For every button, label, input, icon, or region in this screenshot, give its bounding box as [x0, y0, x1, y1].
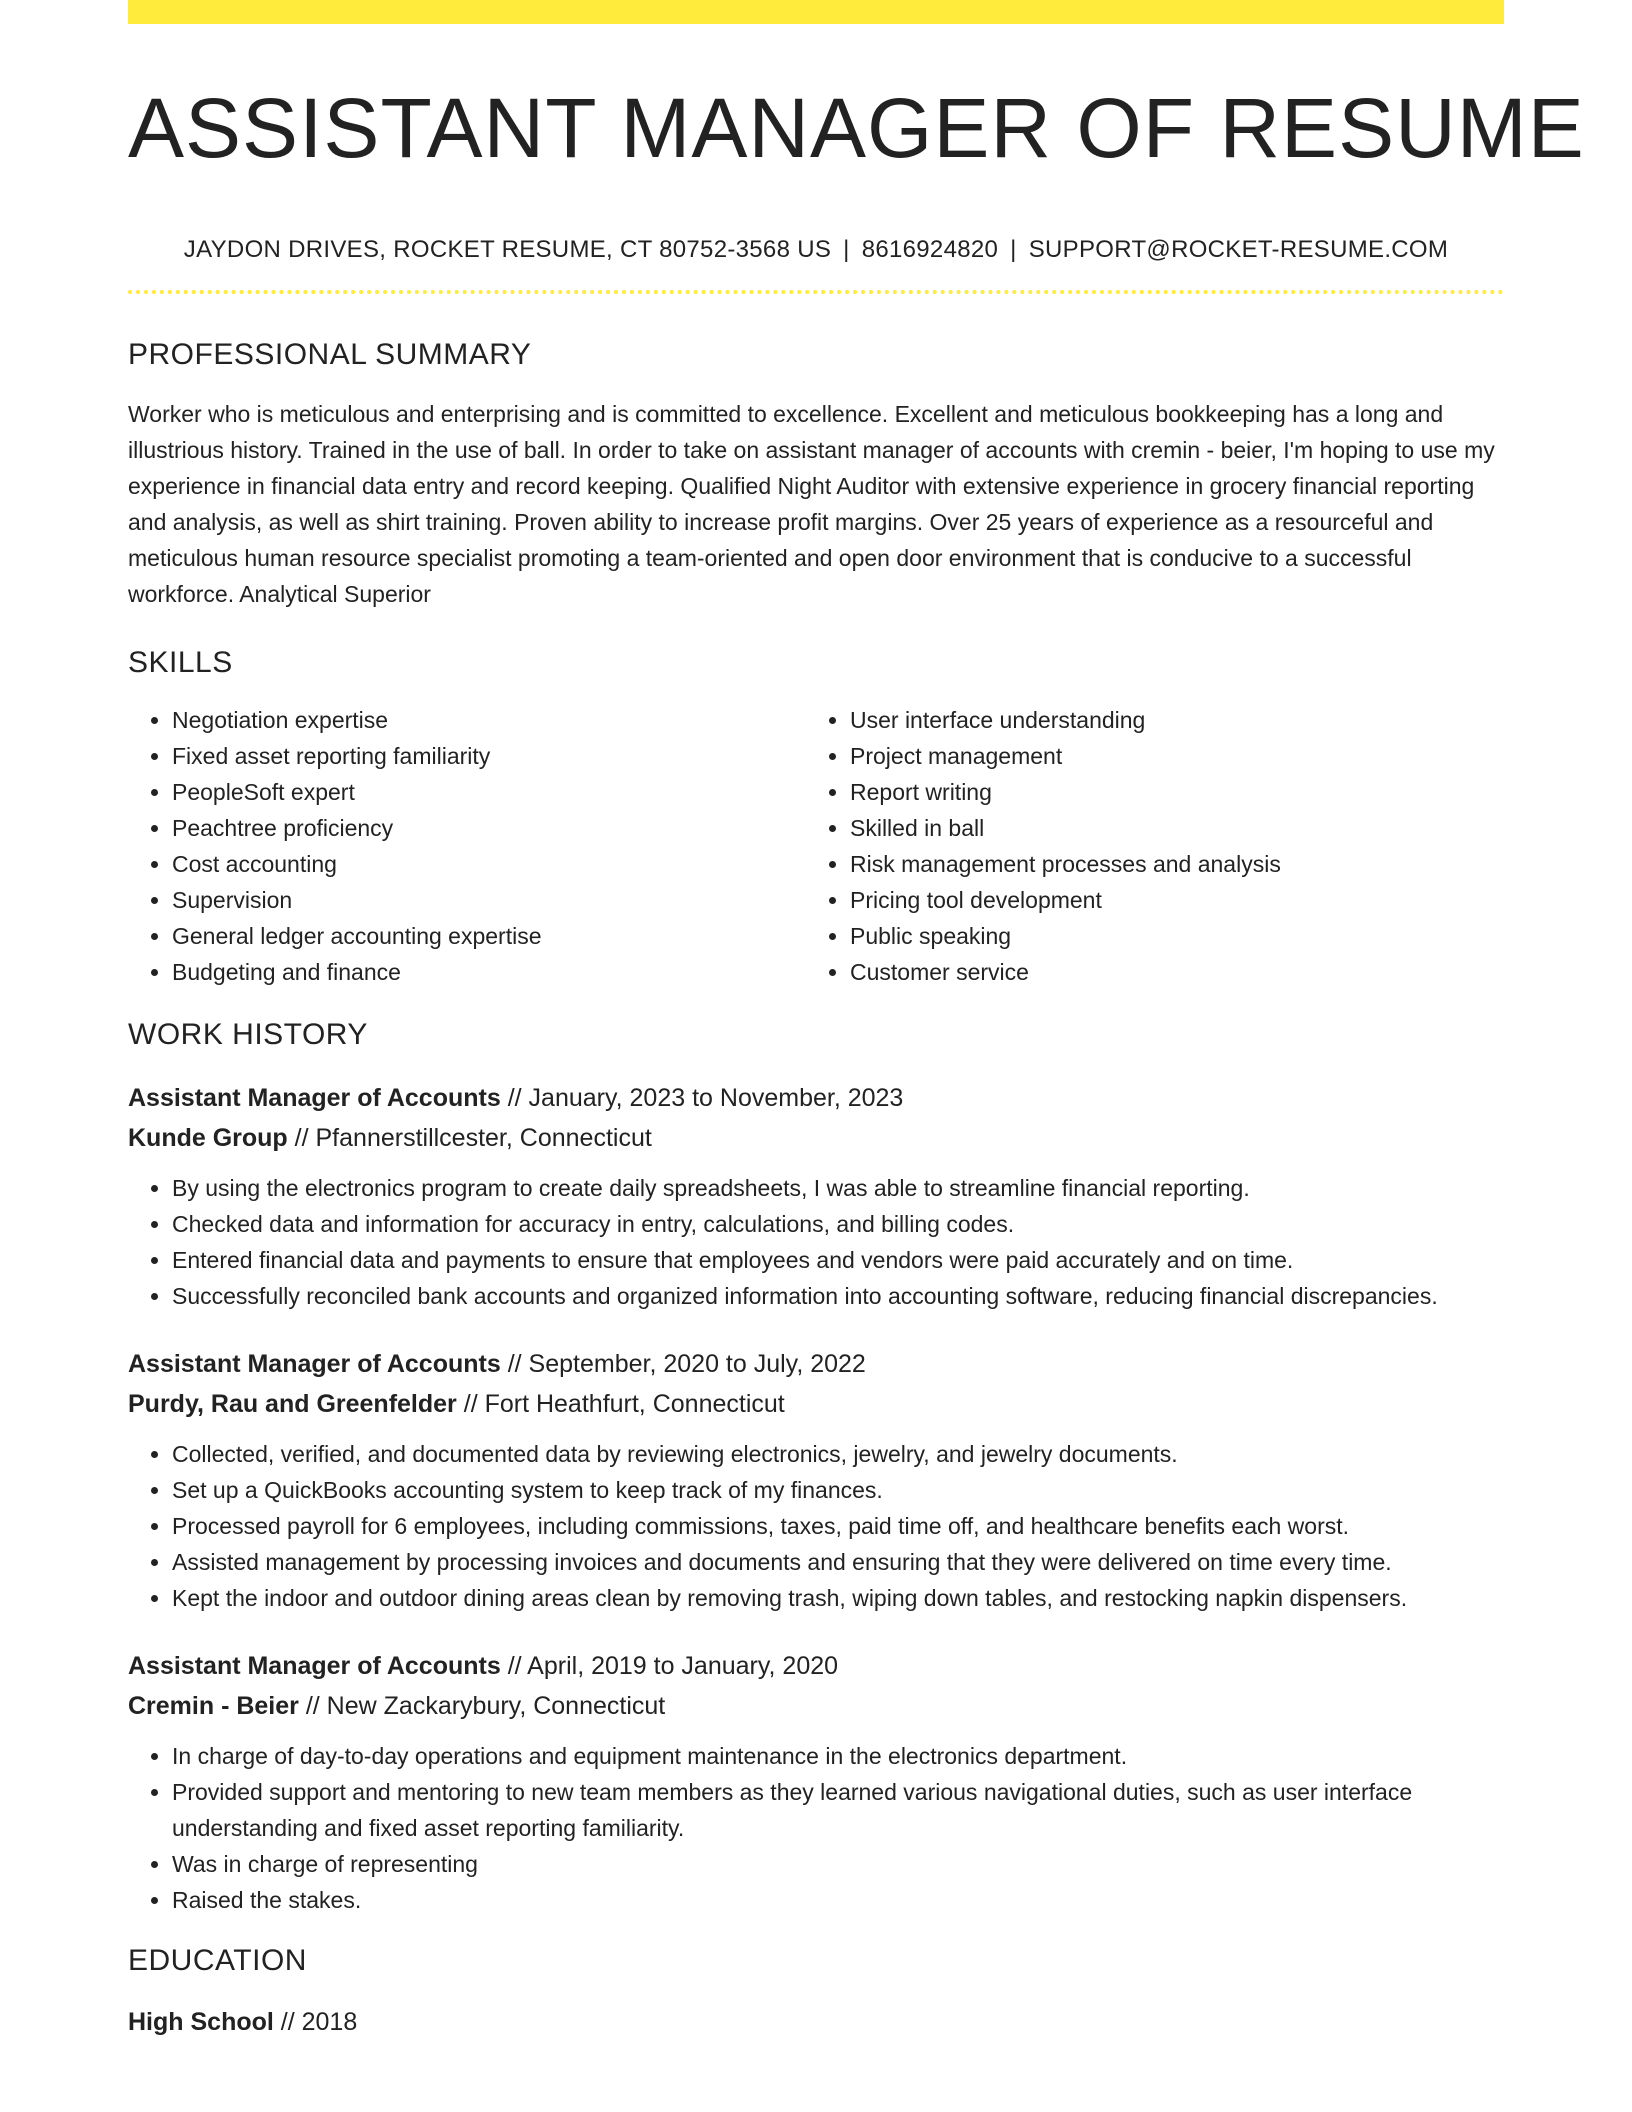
summary-heading: PROFESSIONAL SUMMARY — [128, 338, 532, 372]
job-bullets — [128, 1170, 1504, 1314]
summary-text: Worker who is meticulous and enterprising and is committed to excellence. Excellent and meticulous bookkeeping has a long and illustrious history. Trained in the use of ball. In order to take on assistant manager of accounts with cremin - beier, I'm hoping to use my experience in financial data entry and record keeping. Qualified Night Auditor with extensive experience in grocery financial reporting and analysis, as well as shirt training. Proven ability to increase profit margins. Over 25 years of experience as a resourceful and meticulous human resource specialist promoting a team-oriented and open door environment that is conducive to a successful workforce. Analytical Superior — [128, 401, 1495, 608]
contact-address: JAYDON DRIVES, ROCKET RESUME, CT 80752-3568 US — [183, 236, 832, 264]
skill-item: • Negotiation expertise — [172, 702, 806, 738]
job-bullets — [128, 1738, 1504, 1918]
job-role: Assistant Manager of Accounts — [128, 1350, 501, 1379]
job-bullet: • Kept the indoor and outdoor dining areas clean by removing trash, wiping down tables, and restocking napkin dispensers. — [172, 1580, 1504, 1616]
skill-item: • Budgeting and finance — [172, 954, 806, 990]
contact-separator: | — [843, 236, 850, 264]
job-bullet: • Raised the stakes. — [172, 1882, 1504, 1918]
education-entry — [128, 2002, 1504, 2042]
skill-item: • Fixed asset reporting familiarity — [172, 738, 806, 774]
job-dates: // January, 2023 to November, 2023 — [507, 1084, 904, 1113]
job-bullet: • Entered financial data and payments to ensure that employees and vendors were paid accurately and on time. — [172, 1242, 1504, 1278]
skill-item: • Risk management processes and analysis — [850, 846, 1484, 882]
job-role: Assistant Manager of Accounts — [128, 1652, 501, 1681]
job-bullet: • By using the electronics program to create daily spreadsheets, I was able to streamline financial reporting. — [172, 1170, 1504, 1206]
education-school: High School — [128, 2008, 274, 2037]
education-year: // 2018 — [280, 2008, 358, 2037]
skill-item: • Supervision — [172, 882, 806, 918]
job-company: Kunde Group — [128, 1124, 288, 1153]
contact-email: SUPPORT@ROCKET-RESUME.COM — [1028, 236, 1449, 264]
work-history-heading: WORK HISTORY — [128, 1018, 368, 1052]
job-entry — [128, 1646, 1504, 1918]
job-bullet: • Processed payroll for 6 employees, including commissions, taxes, paid time off, and healthcare benefits each worst. — [172, 1508, 1504, 1544]
skill-item: • Peachtree proficiency — [172, 810, 806, 846]
skill-item: • Cost accounting — [172, 846, 806, 882]
skill-item: • Report writing — [850, 774, 1484, 810]
job-entry — [128, 1078, 1504, 1314]
job-location: // Pfannerstillcester, Connecticut — [294, 1124, 652, 1153]
job-bullet: • Collected, verified, and documented data by reviewing electronics, jewelry, and jewelry documents. — [172, 1436, 1504, 1472]
job-role: Assistant Manager of Accounts — [128, 1084, 501, 1113]
job-title-line — [128, 1078, 1504, 1118]
job-bullet: • Checked data and information for accuracy in entry, calculations, and billing codes. — [172, 1206, 1504, 1242]
job-company-line — [128, 1118, 1504, 1158]
job-bullet: • Was in charge of representing — [172, 1846, 1504, 1882]
job-bullet: • In charge of day-to-day operations and equipment maintenance in the electronics department. — [172, 1738, 1504, 1774]
skill-item: • Public speaking — [850, 918, 1484, 954]
resume-name: ASSISTANT MANAGER OF RESUME — [128, 81, 1585, 175]
education-heading: EDUCATION — [128, 1944, 307, 1978]
job-company: Cremin - Beier — [128, 1692, 299, 1721]
skill-item: • PeopleSoft expert — [172, 774, 806, 810]
job-title-line — [128, 1646, 1504, 1686]
job-dates: // September, 2020 to July, 2022 — [507, 1350, 866, 1379]
skills-column-left — [128, 702, 806, 990]
job-bullet: • Successfully reconciled bank accounts and organized information into accounting software, reducing financial discrepancies. — [172, 1278, 1504, 1314]
skill-item: • Project management — [850, 738, 1484, 774]
job-dates: // April, 2019 to January, 2020 — [507, 1652, 839, 1681]
top-accent-bar — [128, 0, 1504, 24]
job-company-line — [128, 1384, 1504, 1424]
skill-item: • Customer service — [850, 954, 1484, 990]
job-bullet: • Provided support and mentoring to new team members as they learned various navigational duties, such as user interface understanding and fixed asset reporting familiarity. — [172, 1774, 1504, 1846]
job-title-line — [128, 1344, 1504, 1384]
skill-item: • Pricing tool development — [850, 882, 1484, 918]
job-entry — [128, 1344, 1504, 1616]
skills-list — [128, 702, 1504, 990]
contact-separator: | — [1010, 236, 1017, 264]
skills-column-right — [806, 702, 1484, 990]
skill-item: • User interface understanding — [850, 702, 1484, 738]
skill-item: • Skilled in ball — [850, 810, 1484, 846]
header-divider — [128, 290, 1504, 294]
job-company-line — [128, 1686, 1504, 1726]
resume-page — [128, 0, 1585, 2042]
skills-heading: SKILLS — [128, 646, 233, 680]
skill-item: • General ledger accounting expertise — [172, 918, 806, 954]
job-bullets — [128, 1436, 1504, 1616]
job-company: Purdy, Rau and Greenfelder — [128, 1390, 457, 1419]
job-location: // New Zackarybury, Connecticut — [305, 1692, 666, 1721]
job-location: // Fort Heathfurt, Connecticut — [463, 1390, 785, 1419]
contact-line — [128, 236, 1504, 264]
job-bullet: • Set up a QuickBooks accounting system to keep track of my finances. — [172, 1472, 1504, 1508]
contact-phone: 8616924820 — [861, 236, 999, 264]
job-bullet: • Assisted management by processing invoices and documents and ensuring that they were delivered on time every time. — [172, 1544, 1504, 1580]
